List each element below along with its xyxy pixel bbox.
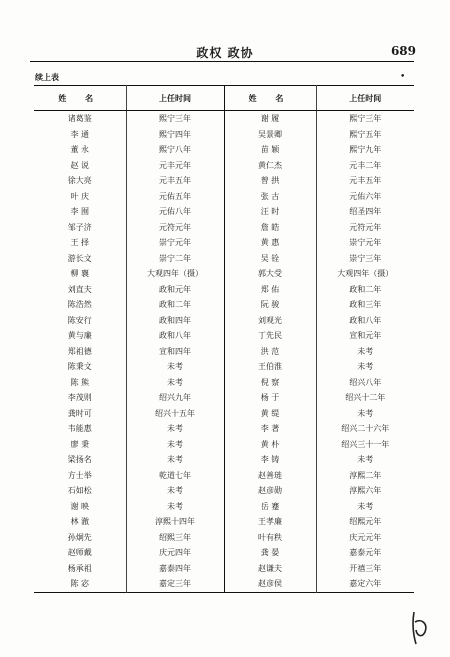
cell-date-left: 未考 bbox=[126, 437, 224, 453]
cell-name-right: 谢 履 bbox=[224, 111, 316, 127]
handwritten-mark bbox=[408, 610, 430, 646]
cell-date-right: 政和二年 bbox=[316, 282, 414, 298]
cell-name-left: 刘直夫 bbox=[67, 284, 92, 294]
table-row bbox=[34, 297, 414, 313]
cell-name-left: 董 永 bbox=[70, 145, 90, 155]
column-header-name-left: 姓 名 bbox=[34, 86, 126, 111]
cell-name-left: 郑祖德 bbox=[67, 346, 92, 356]
cell-date-right: 绍兴三十一年 bbox=[316, 437, 414, 453]
cell-name-left: 陈 宓 bbox=[70, 579, 90, 589]
cell-date-right: 嘉泰元年 bbox=[316, 545, 414, 561]
cell-name-left: 李茂则 bbox=[67, 393, 92, 403]
cell-date-left: 嘉泰四年 bbox=[126, 561, 224, 577]
cell-date-right: 熙宁三年 bbox=[316, 111, 414, 127]
cell-date-left: 宣和四年 bbox=[126, 344, 224, 360]
cell-date-left: 未考 bbox=[126, 483, 224, 499]
cell-date-right: 熙宁五年 bbox=[316, 127, 414, 143]
table-header-row bbox=[34, 86, 414, 111]
cell-name-left: 龚时可 bbox=[67, 408, 92, 418]
column-header-date-right: 上任时间 bbox=[316, 86, 414, 111]
corner-mark: • bbox=[400, 72, 406, 82]
cell-name-left: 黄与廉 bbox=[67, 331, 92, 341]
cell-name-right: 吴景卿 bbox=[224, 127, 316, 143]
cell-name-left: 石如松 bbox=[67, 486, 92, 496]
cell-date-right: 元符元年 bbox=[316, 220, 414, 236]
table-row bbox=[34, 514, 414, 530]
cell-date-right: 崇宁三年 bbox=[316, 251, 414, 267]
cell-date-left: 元佑五年 bbox=[126, 189, 224, 205]
table-row bbox=[34, 545, 414, 561]
cell-name-right: 李 著 bbox=[224, 421, 316, 437]
cell-name-right: 黄 缇 bbox=[224, 406, 316, 422]
table-row bbox=[34, 375, 414, 391]
cell-date-right: 淳熙二年 bbox=[316, 468, 414, 484]
cell-name-right: 吴 铨 bbox=[224, 251, 316, 267]
cell-date-left: 嘉定三年 bbox=[126, 576, 224, 592]
cell-name-left: 孙炯先 bbox=[67, 532, 92, 542]
table-row bbox=[34, 142, 414, 158]
cell-name-left: 韦能惠 bbox=[67, 424, 92, 434]
cell-name-right: 张 古 bbox=[224, 189, 316, 205]
cell-date-left: 绍兴十五年 bbox=[126, 406, 224, 422]
table-row bbox=[34, 576, 414, 592]
cell-name-left: 廖 秉 bbox=[70, 439, 90, 449]
running-header-title: 政权 政协 bbox=[196, 46, 254, 60]
cell-name-right: 叶有秩 bbox=[224, 530, 316, 546]
cell-date-right: 崇宁元年 bbox=[316, 235, 414, 251]
column-header-name-right: 姓 名 bbox=[224, 86, 316, 111]
cell-name-left: 王 择 bbox=[70, 238, 90, 248]
table-row bbox=[34, 220, 414, 236]
table-row bbox=[34, 127, 414, 143]
cell-date-right: 未考 bbox=[316, 406, 414, 422]
cell-date-right: 未考 bbox=[316, 452, 414, 468]
cell-name-left: 诸葛鉴 bbox=[67, 114, 92, 124]
cell-date-left: 未考 bbox=[126, 421, 224, 437]
cell-date-right: 未考 bbox=[316, 499, 414, 515]
cell-date-left: 崇宁二年 bbox=[126, 251, 224, 267]
cell-name-right: 杨 于 bbox=[224, 390, 316, 406]
cell-date-left: 未考 bbox=[126, 499, 224, 515]
table-row bbox=[34, 251, 414, 267]
cell-name-left: 梁扬名 bbox=[67, 455, 92, 465]
cell-date-left: 元符元年 bbox=[126, 220, 224, 236]
cell-name-left: 李 囿 bbox=[70, 207, 90, 217]
cell-name-left: 邹子济 bbox=[67, 222, 92, 232]
cell-date-right: 元佑六年 bbox=[316, 189, 414, 205]
cell-name-left: 谢 映 bbox=[70, 501, 90, 511]
cell-name-right: 赵善琏 bbox=[224, 468, 316, 484]
cell-name-right: 刘观光 bbox=[224, 313, 316, 329]
cell-name-right: 詹 皓 bbox=[224, 220, 316, 236]
cell-date-right: 未考 bbox=[316, 344, 414, 360]
cell-name-right: 丁先民 bbox=[224, 328, 316, 344]
cell-name-right: 郑 佑 bbox=[224, 282, 316, 298]
table-row bbox=[34, 344, 414, 360]
table-row bbox=[34, 452, 414, 468]
cell-date-left: 熙宁四年 bbox=[126, 127, 224, 143]
cell-date-right: 开禧三年 bbox=[316, 561, 414, 577]
table-row bbox=[34, 189, 414, 205]
table-row bbox=[34, 282, 414, 298]
cell-name-right: 岳 蹇 bbox=[224, 499, 316, 515]
cell-date-left: 绍熙三年 bbox=[126, 530, 224, 546]
cell-date-left: 未考 bbox=[126, 359, 224, 375]
cell-date-right: 大观四年（摄） bbox=[316, 266, 414, 282]
cell-date-left: 熙宁八年 bbox=[126, 142, 224, 158]
cell-name-right: 龚 晏 bbox=[224, 545, 316, 561]
cell-name-left: 陈 熊 bbox=[70, 377, 90, 387]
cell-date-right: 绍熙元年 bbox=[316, 514, 414, 530]
table-row bbox=[34, 158, 414, 174]
cell-date-left: 乾道七年 bbox=[126, 468, 224, 484]
cell-name-right: 王孝廉 bbox=[224, 514, 316, 530]
cell-date-left: 绍兴九年 bbox=[126, 390, 224, 406]
cell-date-left: 熙宁三年 bbox=[126, 111, 224, 127]
table-continuation-caption: 续上表 bbox=[35, 72, 59, 82]
cell-name-right: 李 铸 bbox=[224, 452, 316, 468]
cell-date-right: 元丰五年 bbox=[316, 173, 414, 189]
cell-name-right: 倪 察 bbox=[224, 375, 316, 391]
cell-date-left: 崇宁元年 bbox=[126, 235, 224, 251]
cell-name-left: 方士举 bbox=[67, 470, 92, 480]
cell-name-left: 林 澈 bbox=[70, 517, 90, 527]
cell-date-left: 元丰元年 bbox=[126, 158, 224, 174]
table-row bbox=[34, 111, 414, 127]
cell-name-left: 叶 庆 bbox=[70, 191, 90, 201]
table-row bbox=[34, 483, 414, 499]
cell-name-right: 赵彦侯 bbox=[224, 576, 316, 592]
cell-date-left: 未考 bbox=[126, 452, 224, 468]
cell-date-right: 嘉定六年 bbox=[316, 576, 414, 592]
officials-table bbox=[34, 85, 414, 593]
cell-name-left: 徐大亮 bbox=[67, 176, 92, 186]
cell-date-right: 淳熙六年 bbox=[316, 483, 414, 499]
table-row bbox=[34, 204, 414, 220]
cell-name-right: 汪 时 bbox=[224, 204, 316, 220]
cell-name-left: 游长文 bbox=[67, 253, 92, 263]
table-row bbox=[34, 499, 414, 515]
cell-name-right: 赵谦夫 bbox=[224, 561, 316, 577]
table-row bbox=[34, 421, 414, 437]
cell-name-left: 柳 襄 bbox=[70, 269, 90, 279]
cell-date-right: 政和三年 bbox=[316, 297, 414, 313]
cell-date-left: 政和元年 bbox=[126, 282, 224, 298]
cell-date-left: 政和二年 bbox=[126, 297, 224, 313]
cell-name-left: 陈浩然 bbox=[67, 300, 92, 310]
cell-name-right: 王伯淮 bbox=[224, 359, 316, 375]
table-row bbox=[34, 468, 414, 484]
table-row bbox=[34, 235, 414, 251]
cell-date-left: 元佑八年 bbox=[126, 204, 224, 220]
table-row bbox=[34, 266, 414, 282]
cell-name-right: 郭大受 bbox=[224, 266, 316, 282]
cell-date-right: 绍兴十二年 bbox=[316, 390, 414, 406]
cell-name-right: 黄 惠 bbox=[224, 235, 316, 251]
cell-name-left: 赵师戴 bbox=[67, 548, 92, 558]
cell-name-right: 洪 范 bbox=[224, 344, 316, 360]
page-number: 689 bbox=[390, 44, 416, 58]
cell-date-right: 绍兴二十六年 bbox=[316, 421, 414, 437]
column-header-date-left: 上任时间 bbox=[126, 86, 224, 111]
cell-date-left: 政和八年 bbox=[126, 328, 224, 344]
cell-date-left: 大观四年（摄） bbox=[126, 266, 224, 282]
table-row bbox=[34, 437, 414, 453]
cell-date-right: 熙宁九年 bbox=[316, 142, 414, 158]
cell-date-right: 元丰二年 bbox=[316, 158, 414, 174]
table-row bbox=[34, 328, 414, 344]
cell-name-left: 陈秉文 bbox=[67, 362, 92, 372]
cell-name-right: 黄 朴 bbox=[224, 437, 316, 453]
table-row bbox=[34, 390, 414, 406]
cell-name-left: 杨承祖 bbox=[67, 563, 92, 573]
cell-name-right: 赵彦勋 bbox=[224, 483, 316, 499]
cell-name-left: 赵 说 bbox=[70, 160, 90, 170]
cell-date-left: 政和四年 bbox=[126, 313, 224, 329]
cell-date-left: 庆元四年 bbox=[126, 545, 224, 561]
cell-date-left: 未考 bbox=[126, 375, 224, 391]
cell-date-right: 政和八年 bbox=[316, 313, 414, 329]
table-row bbox=[34, 530, 414, 546]
cell-date-left: 淳熙十四年 bbox=[126, 514, 224, 530]
table-row bbox=[34, 406, 414, 422]
cell-date-right: 绍圣四年 bbox=[316, 204, 414, 220]
cell-name-left: 李 通 bbox=[70, 129, 90, 139]
cell-date-right: 宣和元年 bbox=[316, 328, 414, 344]
cell-name-right: 阮 骏 bbox=[224, 297, 316, 313]
table-row bbox=[34, 359, 414, 375]
table-row bbox=[34, 313, 414, 329]
header-rule bbox=[30, 61, 414, 62]
cell-date-right: 未考 bbox=[316, 359, 414, 375]
cell-name-right: 曾 拱 bbox=[224, 173, 316, 189]
cell-date-left: 元丰五年 bbox=[126, 173, 224, 189]
cell-date-right: 绍兴八年 bbox=[316, 375, 414, 391]
cell-name-right: 黄仁杰 bbox=[224, 158, 316, 174]
table-row bbox=[34, 173, 414, 189]
table-body bbox=[34, 111, 414, 593]
cell-date-right: 庆元元年 bbox=[316, 530, 414, 546]
cell-name-left: 陈安行 bbox=[67, 315, 92, 325]
table-row bbox=[34, 561, 414, 577]
cell-name-right: 苗 颖 bbox=[224, 142, 316, 158]
